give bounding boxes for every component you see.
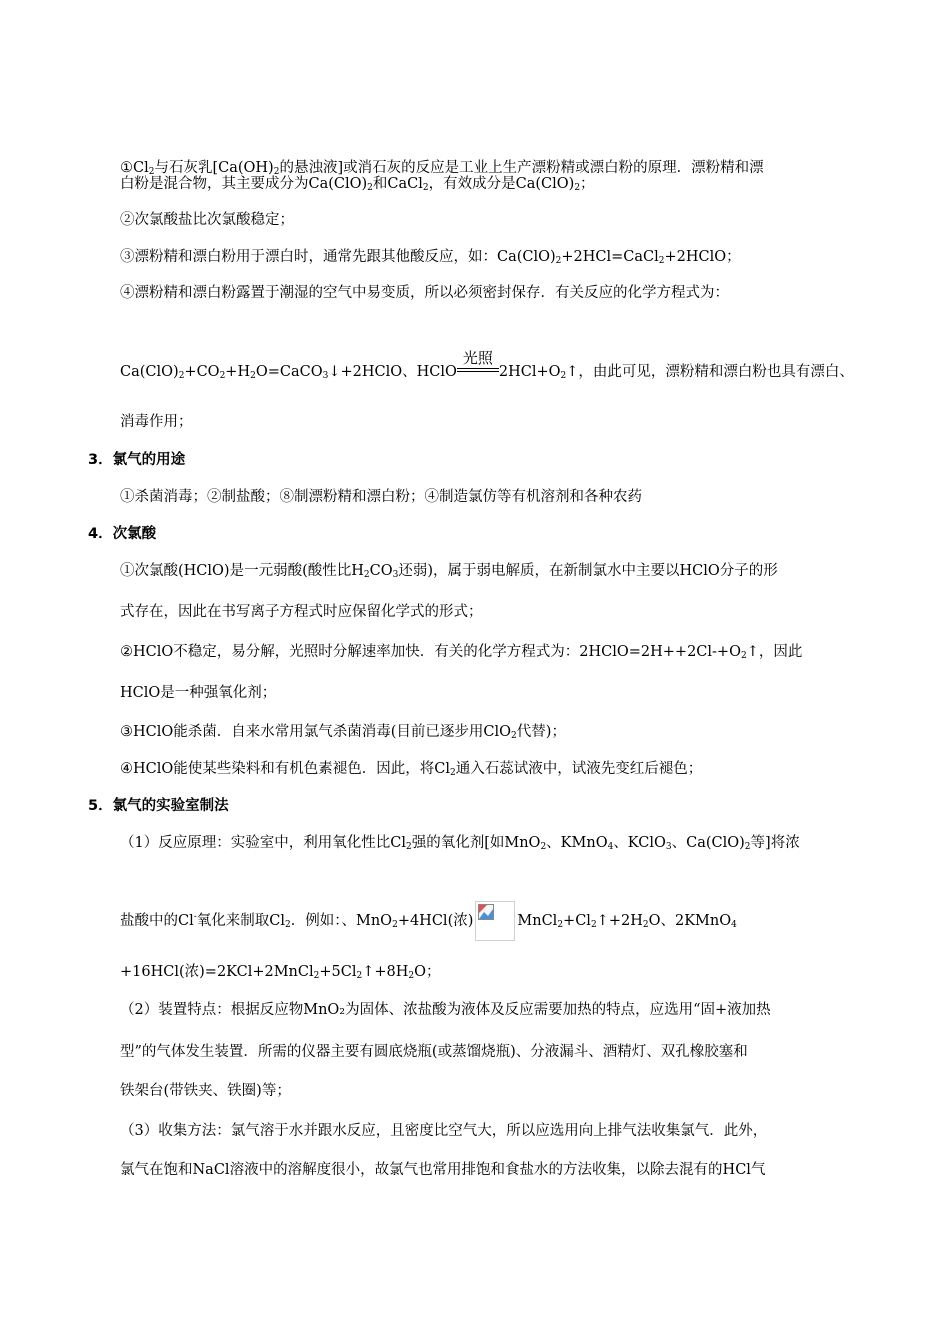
heading-3: 3．氯气的用途 [88, 452, 186, 468]
para-7-line-1: ①次氯酸(HClO)是一元弱酸(酸性比$H_2CO_3$还弱)，属于弱电解质，在新制氯水中主要以HClO分子的形 [120, 563, 778, 580]
para-11-line-3: +16HCl(浓)$=2KCl+2MnCl_2+5Cl_2↑+8H_2O$； [120, 964, 441, 981]
broken-image-icon [475, 901, 515, 941]
para-8-line-1: ②HClO不稳定，易分解，光照时分解速率加快．有关的化学方程式为：$2HClO=2H++2Cl-+O_2↑$，因此 [120, 644, 803, 661]
para-2: ②次氯酸盐比次氯酸稳定； [120, 212, 294, 228]
para-3: ③漂粉精和漂白粉用于漂白时，通常先跟其他酸反应，如：$Ca(ClO)_2+2HCl=CaCl_2+2HClO$； [120, 249, 741, 266]
para-6: ①杀菌消毒；②制盐酸；⑧制漂粉精和漂白粉；④制造氯仿等有机溶剂和各种农药 [120, 489, 642, 505]
para-11-line-2: 盐酸中的Cl-氧化来制取$Cl_2$．例如：、MnO$_2$+4HCl(浓) $MnCl_2+Cl_2↑+2H_2O$、2KMnO$_4$ [120, 901, 737, 941]
para-4: ④漂粉精和漂白粉露置于潮湿的空气中易变质，所以必须密封保存．有关反应的化学方程式为： [120, 285, 729, 301]
para-9: ③HClO能杀菌．自来水常用氯气杀菌消毒(目前已逐步用ClO$_2$代替)； [120, 724, 566, 741]
equation-line: $Ca(ClO)_2+CO_2+H_2O=CaCO_3↓+2HClO$、HClO 光照 $2HCl+O_2↑$，由此可见，漂粉精和漂白粉也具有漂白、 [120, 362, 854, 386]
para-8-line-2: HClO是一种强氧化剂； [120, 685, 277, 701]
para-13-line-2: 氯气在饱和NaCl溶液中的溶解度很小，故氯气也常用排饱和食盐水的方法收集，以除去混有的HCl气 [120, 1162, 766, 1178]
heading-4: 4．次氯酸 [88, 526, 157, 542]
para-10: ④HClO能使某些染料和有机色素褪色．因此，将$Cl_2$通入石蕊试液中，试液先变红后褪色； [120, 761, 703, 778]
para-1-line-2: 白粉是混合物，其主要成分为$Ca(ClO)_2$和CaCl$_2$，有效成分是$Ca(ClO)_2$； [120, 176, 595, 193]
para-12-line-2: 型”的气体发生装置．所需的仪器主要有圆底烧瓶(或蒸馏烧瓶)、分液漏斗、酒精灯、双孔橡胶塞和 [120, 1044, 748, 1060]
para-12-line-1: （2）装置特点：根据反应物MnO₂为固体、浓盐酸为液体及反应需要加热的特点，应选用“固+液加热 [120, 1002, 771, 1018]
heading-5: 5．氯气的实验室制法 [88, 798, 229, 814]
para-7-line-2: 式存在，因此在书写离子方程式时应保留化学式的形式； [120, 604, 483, 620]
para-5: 消毒作用； [120, 414, 193, 430]
light-condition-arrow [457, 349, 499, 386]
para-13-line-1: （3）收集方法：氯气溶于水并跟水反应，且密度比空气大，所以应选用向上排气法收集氯气．此外， [120, 1123, 768, 1139]
light-condition-label: 光照 [462, 349, 493, 367]
para-1-line-1: $①Cl_2$与石灰乳[$Ca(OH)_2$的悬浊液]或消石灰的反应是工业上生产漂粉精或漂白粉的原理．漂粉精和漂 [120, 160, 764, 177]
para-12-line-3: 铁架台(带铁夹、铁圈)等； [120, 1083, 291, 1099]
para-11-line-1: （1）反应原理：实验室中，利用氧化性比$Cl_2$强的氧化剂[如MnO$_2$、KMnO$_4$、KClO$_3$、$Ca(ClO)_2$等]将浓 [120, 835, 800, 852]
